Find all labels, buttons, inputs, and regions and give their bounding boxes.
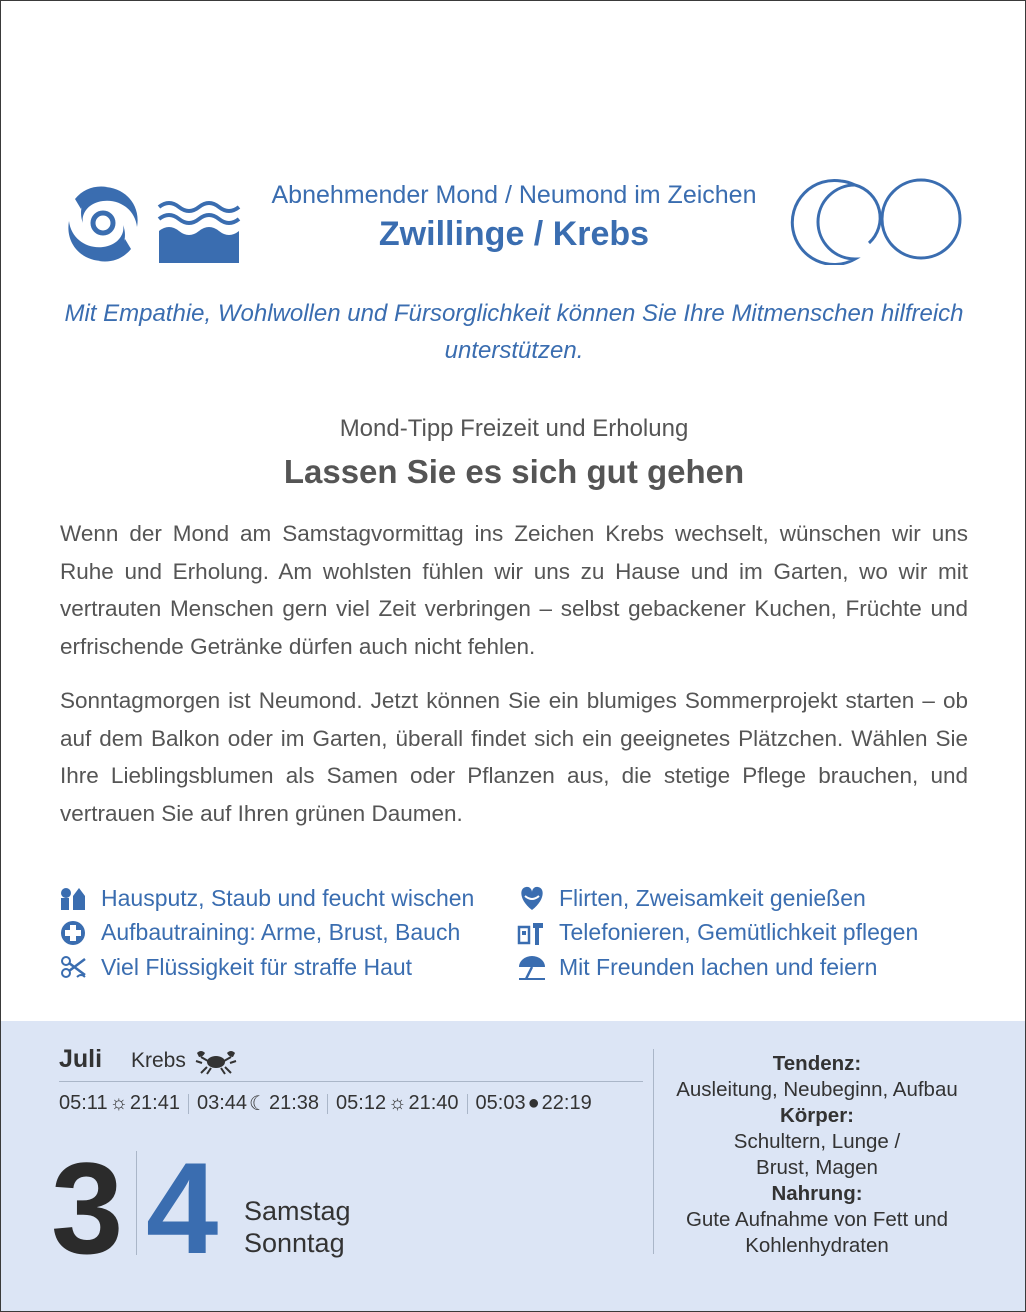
sun-moon-times bbox=[59, 1091, 592, 1116]
tip-text: Aufbautraining: Arme, Brust, Bauch bbox=[101, 919, 461, 946]
tip-text: Telefonieren, Gemütlichkeit pflegen bbox=[559, 919, 919, 946]
body-value-1: Schultern, Lunge / bbox=[733, 1130, 901, 1153]
list-item bbox=[517, 881, 987, 916]
list-item bbox=[59, 916, 509, 951]
day-number-2: 4 bbox=[146, 1135, 219, 1281]
times-separator bbox=[188, 1094, 189, 1114]
weekdays bbox=[244, 1195, 351, 1259]
moon-header bbox=[1, 171, 1026, 271]
health-cross-icon bbox=[59, 919, 89, 947]
food-value-1: Gute Aufnahme von Fett und bbox=[685, 1208, 949, 1231]
moon-phase-icons bbox=[785, 175, 967, 265]
sat-sunset: 21:41 bbox=[129, 1092, 180, 1114]
times-separator bbox=[467, 1094, 468, 1114]
sat-moonset: 21:38 bbox=[268, 1092, 320, 1114]
tip-text: Hausputz, Staub und feucht wischen bbox=[101, 884, 475, 911]
beauty-icon bbox=[59, 953, 89, 981]
new-moon-dot-icon: ● bbox=[527, 1092, 540, 1114]
zodiac-water-icons bbox=[67, 179, 242, 264]
sun-moonrise: 05:03 bbox=[475, 1092, 526, 1114]
list-item bbox=[59, 881, 509, 916]
list-item bbox=[59, 950, 509, 985]
tip-text: Mit Freunden lachen und feiern bbox=[559, 953, 878, 980]
footer-column-divider bbox=[653, 1049, 654, 1254]
tip-title: Lassen Sie es sich gut gehen bbox=[283, 453, 745, 490]
crescent-moon-icon: ☾ bbox=[249, 1093, 267, 1115]
beach-umbrella-icon bbox=[517, 953, 547, 981]
tip-paragraph-1: Wenn der Mond am Samstagvormittag ins Zeichen Krebs wechselt, wünschen wir uns Ruhe und Erholung. Am wohlsten fühlen wir uns zu Hause und im Garten, wo wir mit vertrauten Menschen gern viel Zeit verbringen – selbst gebackener Kuchen, Früchte und erfrischende Getränke dürfen auch nicht fehlen. bbox=[60, 521, 968, 659]
day-separator bbox=[136, 1151, 137, 1255]
crab-icon bbox=[193, 1047, 239, 1075]
day-number-1: 3 bbox=[51, 1135, 120, 1281]
tip-kicker: Mond-Tipp Freizeit und Erholung bbox=[339, 415, 689, 442]
water-waves-icon bbox=[159, 203, 239, 263]
tendency-value: Ausleitung, Neubeginn, Aufbau bbox=[676, 1078, 958, 1101]
moon-influence-info bbox=[657, 1051, 977, 1259]
date-footer bbox=[1, 1021, 1026, 1312]
moon-phase-subtitle: Abnehmender Mond / Neumond im Zeichen bbox=[271, 181, 757, 209]
weekday-2: Sonntag bbox=[244, 1228, 345, 1258]
weekday-1: Samstag bbox=[244, 1196, 351, 1226]
motto-quote: Mit Empathie, Wohlwollen und Fürsorglichkeit können Sie Ihre Mitmenschen hilfreich unterstützen. bbox=[64, 300, 964, 364]
list-item bbox=[517, 916, 987, 951]
waning-moon-icon bbox=[792, 180, 855, 264]
body-label: Körper: bbox=[779, 1104, 855, 1127]
new-moon-icon bbox=[882, 180, 960, 258]
heart-icon bbox=[517, 884, 547, 912]
sun-icon: ☼ bbox=[388, 1092, 407, 1114]
tip-paragraph-2: Sonntagmorgen ist Neumond. Jetzt können Sie ein blumiges Sommerprojekt starten – ob auf dem Balkon oder im Garten, überall findet sich ein geeignetes Plätzchen. Wählen Sie Ihre Lieblingsblumen als Samen oder Pflanzen aus, die stetige Pflege brauchen, und vertrauen Sie auf Ihren grünen Daumen. bbox=[60, 688, 968, 826]
food-value-2: Kohlenhydraten bbox=[745, 1234, 889, 1257]
sun-sunrise: 05:12 bbox=[336, 1092, 387, 1114]
household-icon bbox=[59, 884, 89, 912]
sat-sunrise: 05:11 bbox=[59, 1092, 108, 1114]
food-label: Nahrung: bbox=[771, 1182, 863, 1205]
footer-divider bbox=[59, 1081, 643, 1082]
zodiac-sign-label: Krebs bbox=[131, 1049, 186, 1072]
list-item bbox=[517, 950, 987, 985]
tip-text: Viel Flüssigkeit für straffe Haut bbox=[101, 953, 413, 980]
tips-list-right bbox=[517, 881, 987, 985]
body-value-2: Brust, Magen bbox=[756, 1156, 878, 1179]
waning-crescent-icon bbox=[855, 185, 880, 243]
sat-moonrise: 03:44 bbox=[196, 1092, 248, 1114]
sun-icon: ☼ bbox=[109, 1092, 128, 1114]
sun-moonset: 22:19 bbox=[541, 1092, 592, 1114]
month-label: Juli bbox=[59, 1045, 103, 1073]
zodiac-title: Zwillinge / Krebs bbox=[378, 215, 650, 253]
phone-icon bbox=[517, 919, 547, 947]
tendency-label: Tendenz: bbox=[772, 1052, 862, 1075]
sun-sunset: 21:40 bbox=[408, 1092, 459, 1114]
times-separator bbox=[327, 1094, 328, 1114]
swirl-icon bbox=[68, 187, 137, 262]
tips-list-left bbox=[59, 881, 509, 985]
tip-text: Flirten, Zweisamkeit genießen bbox=[559, 884, 866, 911]
